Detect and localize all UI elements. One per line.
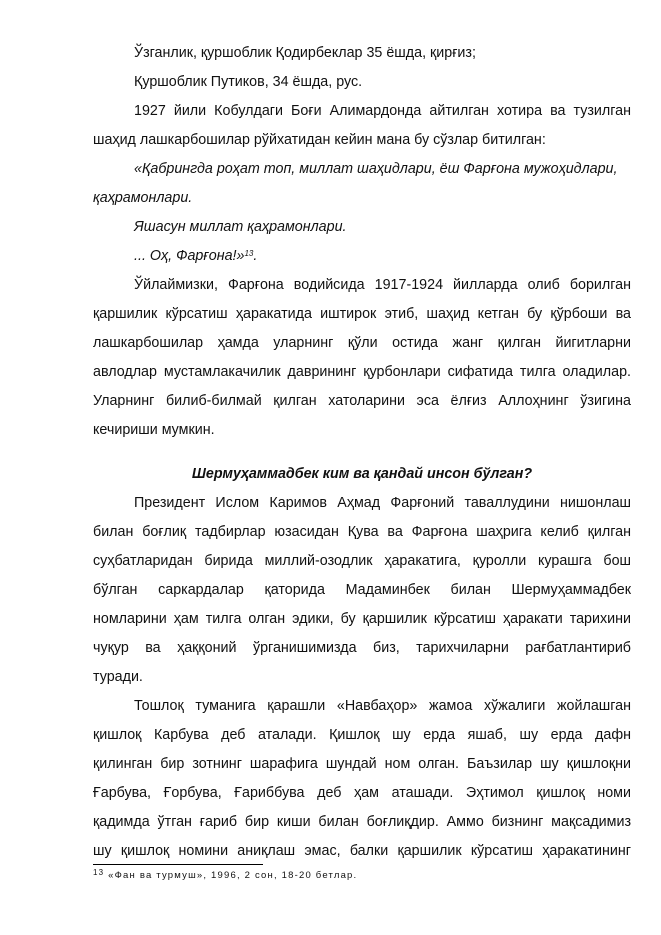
text-line: Уларнинг билиб-билмай қилган хатоларини эса ёлғиз Аллоҳнинг ўзигина: [93, 393, 631, 409]
quote-closing-text: ... Оҳ, Фарғона!»: [134, 248, 245, 264]
text-line: Ғарбува, Ғорбува, Ғариббува деб ҳам аташади. Эҳтимол қишлоқ номи: [93, 785, 631, 801]
text-line: қишлоқ Карбува деб аталади. Қишлоқ шу ерда яшаб, шу ерда дафн: [93, 727, 631, 743]
text-line: Ўйлаймизки, Фарғона водийсида 1917-1924 йилларда олиб борилган: [134, 277, 631, 293]
text-line: Тошлоқ туманига қарашли «Навбаҳор» жамоа хўжалиги жойлашган: [134, 698, 631, 714]
text-line: авлодлар мустамлакачилик даврининг қурбонлари сифатида тилга оладилар.: [93, 364, 631, 380]
text-line: суҳбатларидан бирида миллий-озодлик ҳаракатига, қуролли курашга бош: [93, 553, 631, 569]
text-line: шаҳид лашкарбошилар рўйхатидан кейин мана бу сўзлар битилган:: [93, 132, 546, 148]
text-line: қаршилик кўрсатиш ҳаракатида иштирок этиб, шаҳид кетган бу қўрбоши ва: [93, 306, 631, 322]
text-line: Қуршоблик Путиков, 34 ёшда, рус.: [134, 74, 363, 90]
text-line: шу қишлоқ номини аниқлаш эмас, балки қаршилик кўрсатиш ҳаракатининг: [93, 843, 631, 859]
quote-closing: [134, 247, 631, 265]
text-line: қилинган бир зотнинг шарафига шундай ном олган. Баъзилар шу қишлоқни: [93, 756, 631, 772]
text-line: туради.: [93, 669, 143, 685]
text-line: Яшасун миллат қаҳрамонлари.: [134, 219, 347, 235]
period: .: [253, 248, 258, 264]
text-line: «Қабрингда роҳат топ, миллат шаҳидлари, ёш Фарғона мужоҳидлари,: [134, 161, 618, 177]
text-line: номларини ҳам тилга олган эдики, бу қаршилик кўрсатиш ҳаракати тарихини: [93, 611, 631, 627]
section-heading: Шермуҳаммадбек ким ва қандай инсон бўлган?: [191, 466, 533, 482]
text-line: Ўзганлик, қуршоблик Қодирбеклар 35 ёшда, қирғиз;: [134, 45, 476, 61]
footnote-divider: [93, 864, 263, 865]
footnote: [93, 870, 357, 881]
footnote-ref: 13: [244, 249, 254, 258]
text-line: Президент Ислом Каримов Аҳмад Фарғоний таваллудини нишонлаш: [134, 495, 631, 511]
text-line: қадимда ўтган ғариб бир киши билан боғлиқдир. Аммо бизнинг мақсадимиз: [93, 814, 631, 830]
text-line: билан боғлиқ тадбирлар юзасидан Қува ва Фарғона шаҳрига келиб қилган: [93, 524, 631, 540]
text-line: қаҳрамонлари.: [93, 190, 193, 206]
text-line: чуқур ва ҳаққоний ўрганишимизда биз, тарихчиларни рағбатлантириб: [93, 640, 631, 656]
footnote-number: 13: [93, 868, 105, 877]
text-line: лашкарбошилар ҳамда уларнинг қўли остида жанг қилган йигитларни: [93, 335, 631, 351]
text-line: 1927 йили Кобулдаги Боғи Алимардонда айтилган хотира ва тузилган: [134, 103, 631, 119]
footnote-text: «Фан ва турмуш», 1996, 2 сон, 18-20 бетлар.: [108, 870, 358, 881]
text-line: кечириши мумкин.: [93, 422, 215, 438]
text-line: бўлган саркардалар қаторида Мадаминбек билан Шермуҳаммадбек: [93, 582, 631, 598]
